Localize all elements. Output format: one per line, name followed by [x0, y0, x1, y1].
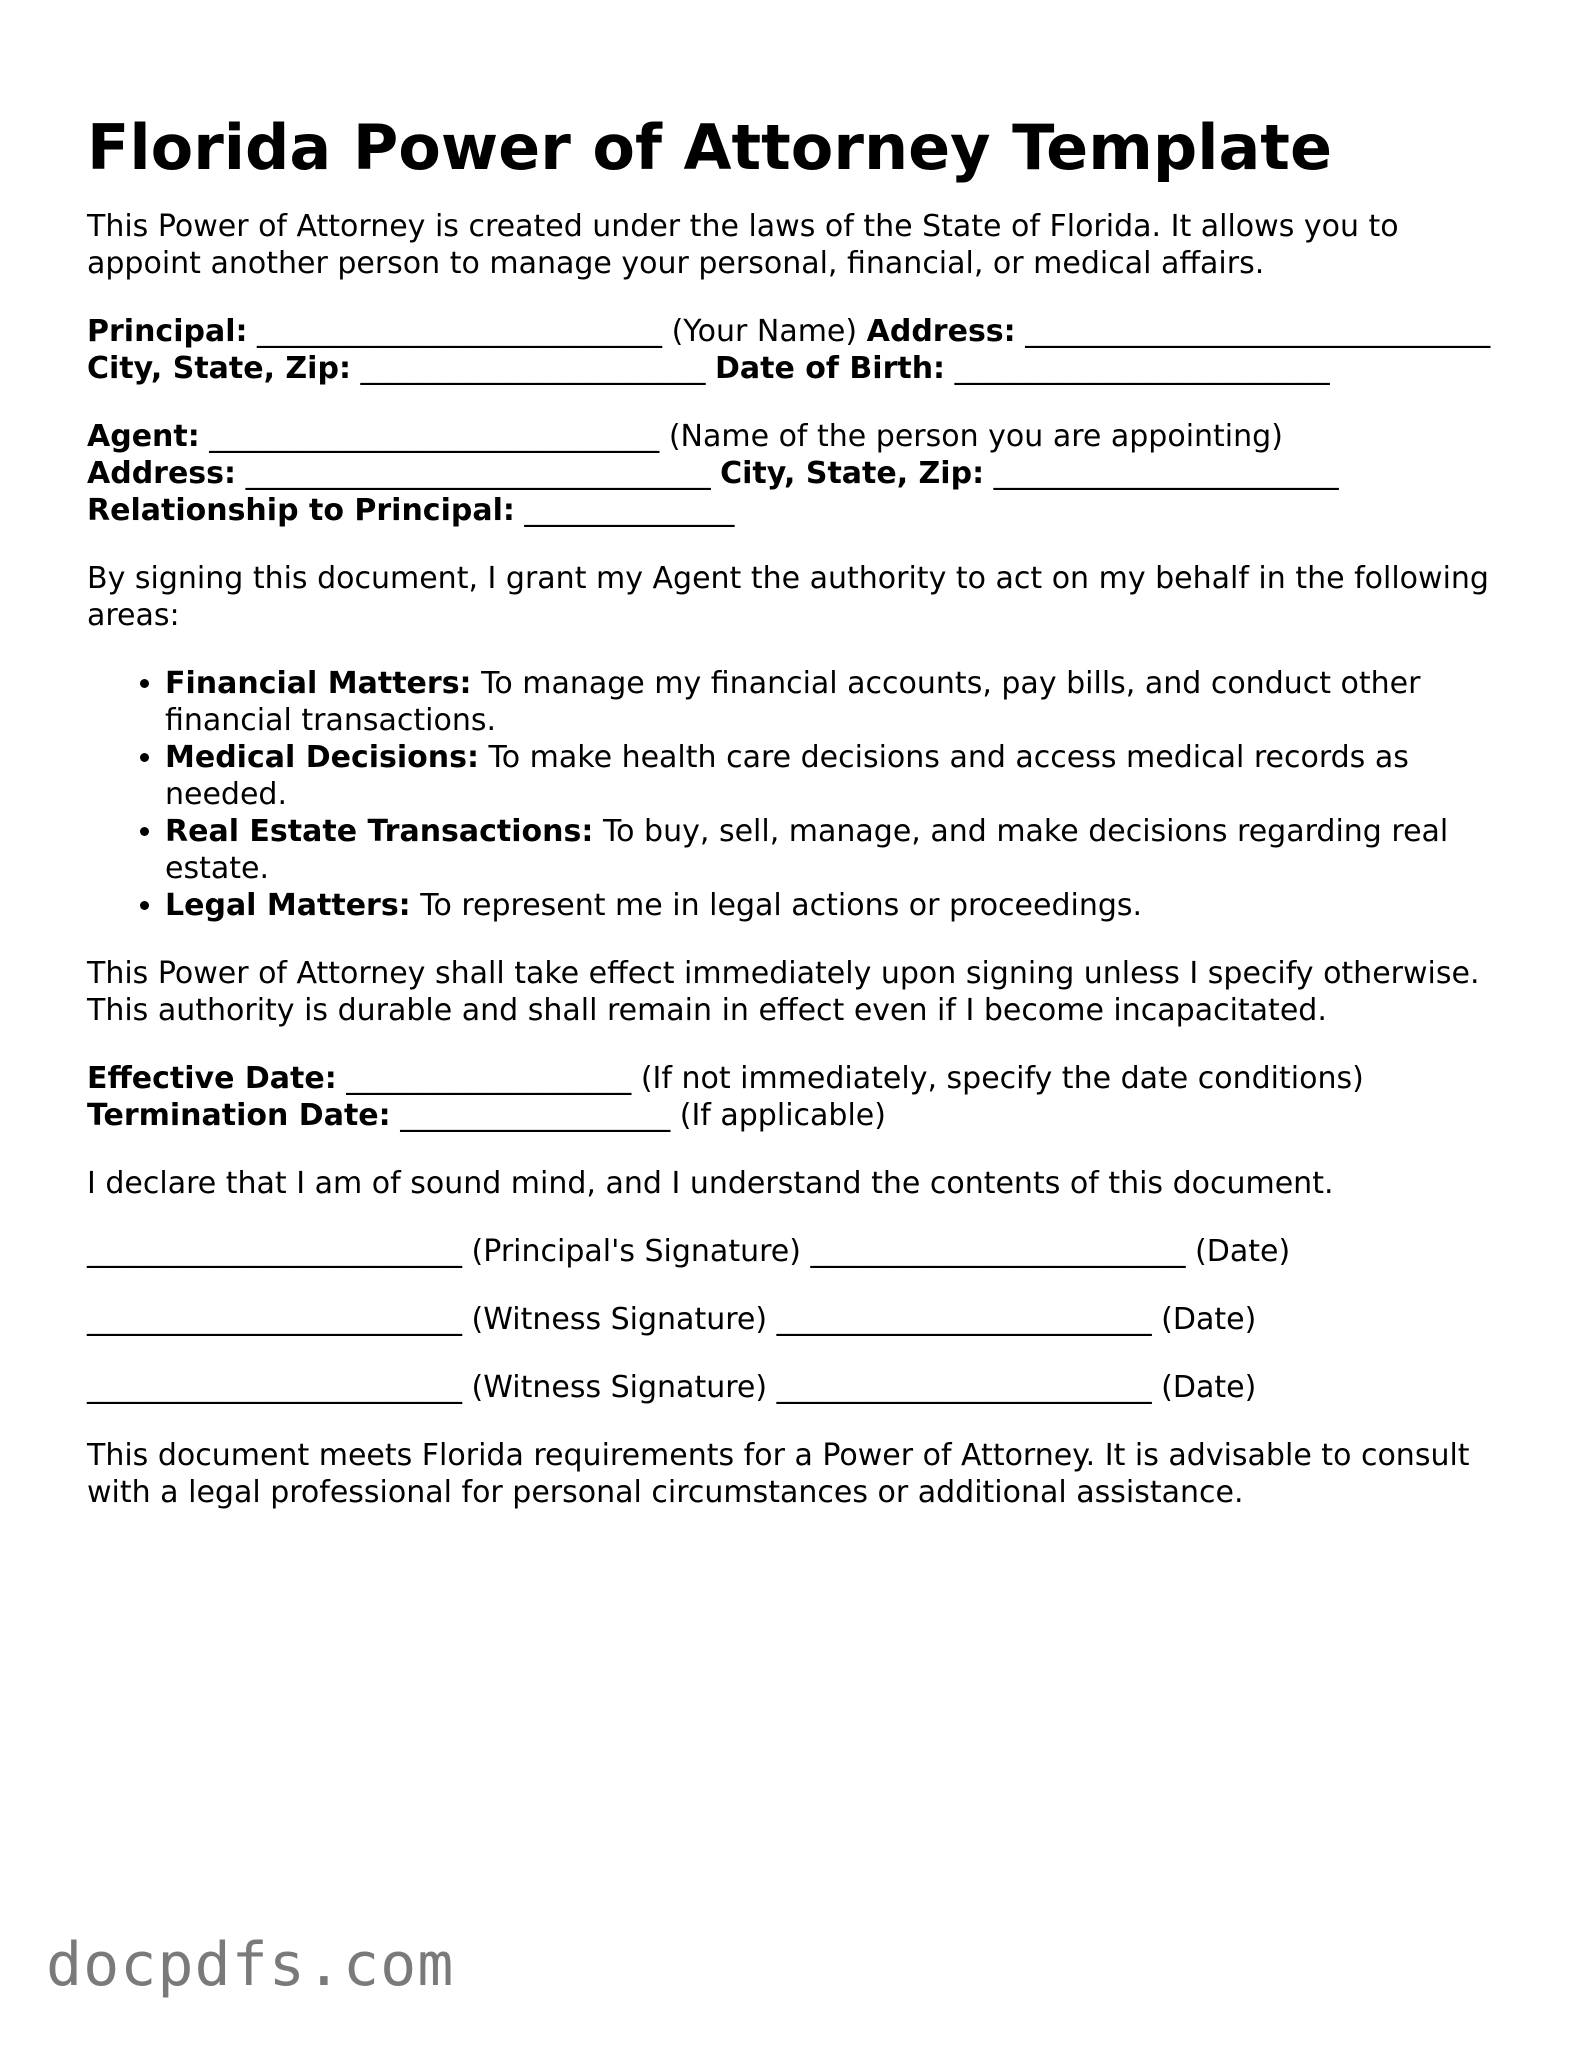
page-title: Florida Power of Attorney Template	[87, 111, 1332, 184]
principal-dob-field[interactable]: _________________________	[954, 351, 1330, 386]
durability-paragraph: This Power of Attorney shall take effect immediately upon signing unless I specify otherwise. This authority is durable and shall remain in effect even if I become incapacitated.	[87, 956, 1480, 1028]
witness-2-date-field[interactable]: _________________________	[776, 1370, 1152, 1405]
termination-date-hint: (If applicable)	[679, 1098, 886, 1133]
date-label: (Date)	[1195, 1234, 1291, 1269]
agent-relationship-label: Relationship to Principal:	[87, 493, 515, 528]
principal-dob-label: Date of Birth:	[715, 351, 946, 386]
power-text: To buy, sell, manage, and make decisions regarding real estate.	[165, 814, 1449, 886]
watermark: docpdfs.com	[46, 1930, 455, 2000]
principal-city-label: City, State, Zip:	[87, 351, 351, 386]
effective-date-hint: (If not immediately, specify the date conditions)	[640, 1061, 1364, 1096]
powers-list	[87, 665, 1507, 924]
list-item	[165, 813, 1507, 887]
witness-signature-row	[87, 1301, 1507, 1338]
signature-label: (Witness Signature)	[471, 1370, 768, 1405]
witness-signature-row	[87, 1369, 1507, 1406]
principal-name-label: Principal:	[87, 314, 248, 349]
power-text: To make health care decisions and access medical records as needed.	[165, 740, 1409, 812]
effective-date-field[interactable]: ___________________	[346, 1061, 632, 1096]
dates-section	[87, 1060, 1507, 1134]
agent-name-label: Agent:	[87, 419, 200, 454]
agent-name-field[interactable]: ______________________________	[209, 419, 660, 454]
principal-date-field[interactable]: _________________________	[810, 1234, 1186, 1269]
agent-city-field[interactable]: _______________________	[993, 456, 1339, 491]
date-label: (Date)	[1161, 1302, 1257, 1337]
date-label: (Date)	[1161, 1370, 1257, 1405]
agent-city-label: City, State, Zip:	[720, 456, 985, 491]
declaration-paragraph: I declare that I am of sound mind, and I understand the contents of this document.	[87, 1166, 1334, 1201]
power-label: Legal Matters:	[165, 888, 411, 923]
power-label: Medical Decisions:	[165, 740, 479, 775]
effective-date-label: Effective Date:	[87, 1061, 337, 1096]
principal-address-label: Address:	[866, 314, 1016, 349]
grant-paragraph: By signing this document, I grant my Agent the authority to act on my behalf in the following areas:	[87, 561, 1489, 633]
power-text: To manage my financial accounts, pay bills, and conduct other financial transactions.	[165, 666, 1421, 738]
list-item	[165, 739, 1507, 813]
power-text: To represent me in legal actions or proceedings.	[420, 888, 1143, 923]
principal-address-field[interactable]: _______________________________	[1025, 314, 1491, 349]
list-item	[165, 665, 1507, 739]
agent-name-hint: (Name of the person you are appointing)	[668, 419, 1283, 454]
principal-signature-row	[87, 1233, 1507, 1270]
witness-1-signature-field[interactable]: _________________________	[87, 1302, 462, 1337]
termination-date-label: Termination Date:	[87, 1098, 391, 1133]
agent-address-field[interactable]: _______________________________	[245, 456, 711, 491]
principal-name-field[interactable]: ___________________________	[257, 314, 663, 349]
intro-paragraph: This Power of Attorney is created under the laws of the State of Florida. It allows you to appoint another person to manage your personal, financial, or medical affairs.	[87, 209, 1399, 281]
closing-paragraph: This document meets Florida requirements for a Power of Attorney. It is advisable to consult with a legal professional for personal circumstances or additional assistance.	[87, 1438, 1470, 1510]
document-page	[87, 108, 1507, 1542]
signature-label: (Witness Signature)	[471, 1302, 768, 1337]
list-item	[165, 887, 1507, 924]
agent-section	[87, 418, 1507, 529]
agent-address-label: Address:	[87, 456, 237, 491]
agent-relationship-field[interactable]: ______________	[524, 493, 735, 528]
principal-city-field[interactable]: _______________________	[360, 351, 706, 386]
signature-label: (Principal's Signature)	[471, 1234, 801, 1269]
witness-2-signature-field[interactable]: _________________________	[87, 1370, 462, 1405]
principal-name-hint: (Your Name)	[671, 314, 858, 349]
termination-date-field[interactable]: __________________	[400, 1098, 671, 1133]
witness-1-date-field[interactable]: _________________________	[776, 1302, 1152, 1337]
principal-signature-field[interactable]: _________________________	[87, 1234, 462, 1269]
power-label: Financial Matters:	[165, 666, 472, 701]
principal-section	[87, 313, 1507, 387]
power-label: Real Estate Transactions:	[165, 814, 594, 849]
